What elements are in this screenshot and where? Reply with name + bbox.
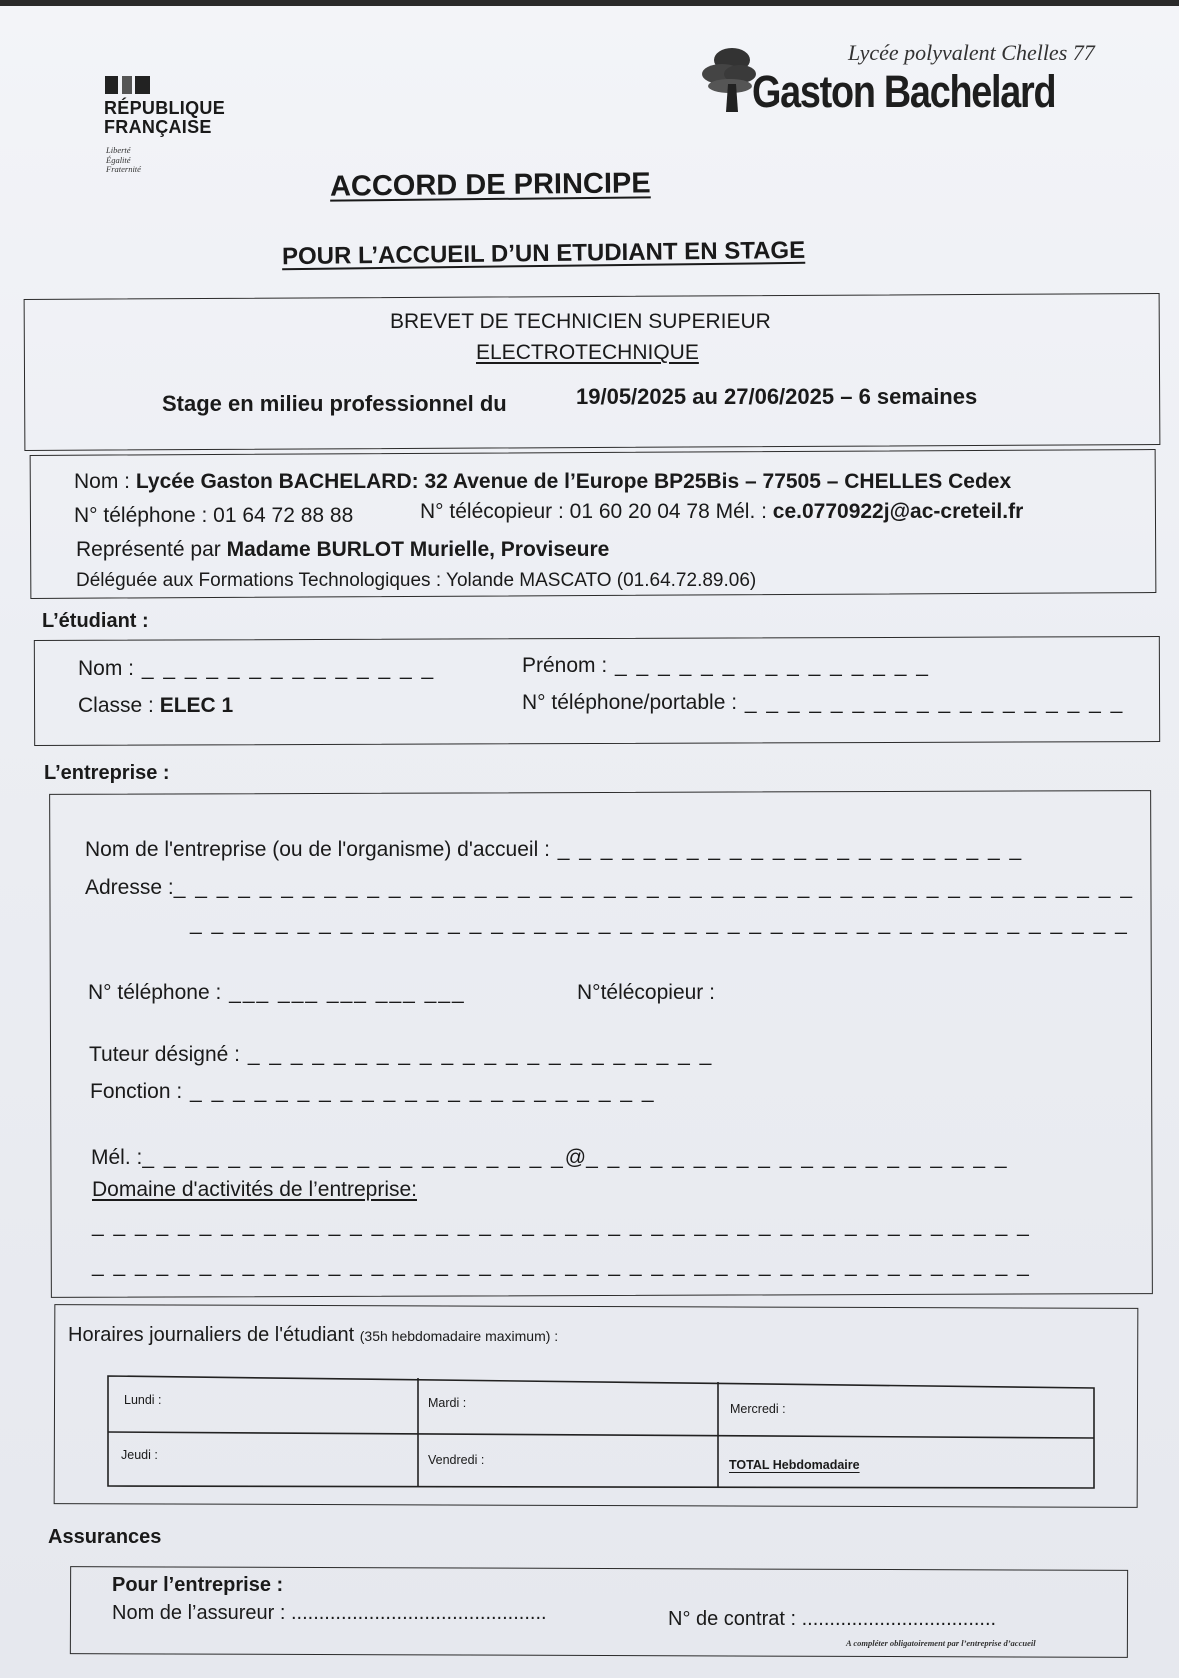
hours-cell-lundi[interactable]: Lundi : xyxy=(124,1393,162,1407)
contract-number-field[interactable]: N° de contrat : ................................... xyxy=(668,1608,997,1630)
domain-label: Domaine d'activités de l’entreprise: xyxy=(92,1178,417,1201)
school-logo-name: Gaston Bachelard xyxy=(752,66,1056,117)
domain-line2[interactable]: _ _ _ _ _ _ _ _ _ _ _ _ _ _ _ _ _ _ _ _ _ _ _ _ _ _ _ _ _ _ _ _ _ _ _ _ _ _ _ _ _ _ _ _ xyxy=(92,1254,1031,1277)
company-heading: L’entreprise : xyxy=(44,762,170,784)
school-name-line: Nom : Lycée Gaston BACHELARD: 32 Avenue de l’Europe BP25Bis – 77505 – CHELLES Cedex xyxy=(74,470,1012,493)
diploma-line1: BREVET DE TECHNICIEN SUPERIEUR xyxy=(390,310,771,333)
hours-cell-mercredi[interactable]: Mercredi : xyxy=(730,1402,786,1416)
student-prenom-field[interactable]: Prénom : _ _ _ _ _ _ _ _ _ _ _ _ _ _ _ xyxy=(522,654,930,677)
student-tel-field[interactable]: N° téléphone/portable : _ _ _ _ _ _ _ _ _ _ _ _ _ _ _ _ _ _ xyxy=(522,691,1125,714)
hours-cell-mardi[interactable]: Mardi : xyxy=(428,1396,467,1410)
function-field[interactable]: Fonction : _ _ _ _ _ _ _ _ _ _ _ _ _ _ _ _ _ _ _ _ _ _ xyxy=(90,1080,656,1103)
hours-heading: Horaires journaliers de l'étudiant (35h hebdomadaire maximum) : xyxy=(68,1324,559,1346)
company-name-field[interactable]: Nom de l'entreprise (ou de l'organisme) d'accueil : _ _ _ _ _ _ _ _ _ _ _ _ _ _ _ _ _ _ _ _ _ _ xyxy=(85,838,1024,861)
school-tel: N° téléphone : 01 64 72 88 88 xyxy=(74,504,354,527)
republique-francaise-logo-text: RÉPUBLIQUE FRANÇAISE xyxy=(104,98,226,137)
company-email-field[interactable]: Mél. :_ _ _ _ _ _ _ _ _ _ _ _ _ _ _ _ _ _ _ _@_ _ _ _ _ _ _ _ _ _ _ _ _ _ _ _ _ _ _ _ xyxy=(91,1146,1009,1169)
page-title: ACCORD DE PRINCIPE xyxy=(329,167,651,203)
hours-cell-total[interactable]: TOTAL Hebdomadaire xyxy=(729,1458,860,1472)
hours-cell-vendredi[interactable]: Vendredi : xyxy=(428,1453,485,1467)
school-email: ce.0770922j@ac-creteil.fr xyxy=(772,500,1024,523)
document-page xyxy=(0,6,1179,1678)
stage-dates: 19/05/2025 au 27/06/2025 – 6 semaines xyxy=(576,384,978,409)
diploma-line2: ELECTROTECHNIQUE xyxy=(476,341,699,364)
insurer-name-field[interactable]: Nom de l’assureur : .............................................. xyxy=(112,1602,547,1624)
tutor-field[interactable]: Tuteur désigné : _ _ _ _ _ _ _ _ _ _ _ _ _ _ _ _ _ _ _ _ _ _ xyxy=(89,1043,714,1066)
page-subtitle: POUR L’ACCUEIL D’UN ETUDIANT EN STAGE xyxy=(281,236,806,271)
school-deleguee: Déléguée aux Formations Technologiques : Yolande MASCATO (01.64.72.89.06) xyxy=(76,570,757,591)
insurance-heading: Assurances xyxy=(48,1526,162,1548)
student-heading: L’étudiant : xyxy=(42,610,149,632)
stage-prefix: Stage en milieu professionnel du xyxy=(162,391,507,416)
domain-line1[interactable]: _ _ _ _ _ _ _ _ _ _ _ _ _ _ _ _ _ _ _ _ _ _ _ _ _ _ _ _ _ _ _ _ _ _ _ _ _ _ _ _ _ _ _ _ xyxy=(92,1214,1031,1237)
company-fax-field[interactable]: N°télécopieur : xyxy=(577,981,715,1004)
company-address-line2[interactable]: _ _ _ _ _ _ _ _ _ _ _ _ _ _ _ _ _ _ _ _ _ _ _ _ _ _ _ _ _ _ _ _ _ _ _ _ _ _ _ _ _ _ _ _ xyxy=(190,912,1129,935)
student-nom-field[interactable]: Nom : _ _ _ _ _ _ _ _ _ _ _ _ _ _ xyxy=(78,657,436,680)
company-address-field[interactable]: Adresse :_ _ _ _ _ _ _ _ _ _ _ _ _ _ _ _ _ _ _ _ _ _ _ _ _ _ _ _ _ _ _ _ _ _ _ _ _ _ _ _ _ _ _ _ _ xyxy=(85,876,1134,899)
company-tel-field[interactable]: N° téléphone : ___ ___ ___ ___ ___ xyxy=(88,981,466,1004)
school-script-text: Lycée polyvalent Chelles 77 xyxy=(848,40,1095,65)
marianne-logo xyxy=(105,76,151,94)
devise: Liberté Égalité Fraternité xyxy=(106,145,141,174)
school-fax-line: N° télécopieur : 01 60 20 04 78 Mél. : ce.0770922j@ac-creteil.fr xyxy=(420,500,1024,523)
hours-table xyxy=(106,1374,1096,1492)
insurance-note: A compléter obligatoirement par l’entreprise d’accueil xyxy=(846,1638,1036,1648)
school-representative: Représenté par Madame BURLOT Murielle, Proviseure xyxy=(76,538,610,561)
insurance-for-label: Pour l’entreprise : xyxy=(112,1574,284,1596)
hours-cell-jeudi[interactable]: Jeudi : xyxy=(121,1448,158,1462)
student-classe: Classe : ELEC 1 xyxy=(78,694,234,717)
